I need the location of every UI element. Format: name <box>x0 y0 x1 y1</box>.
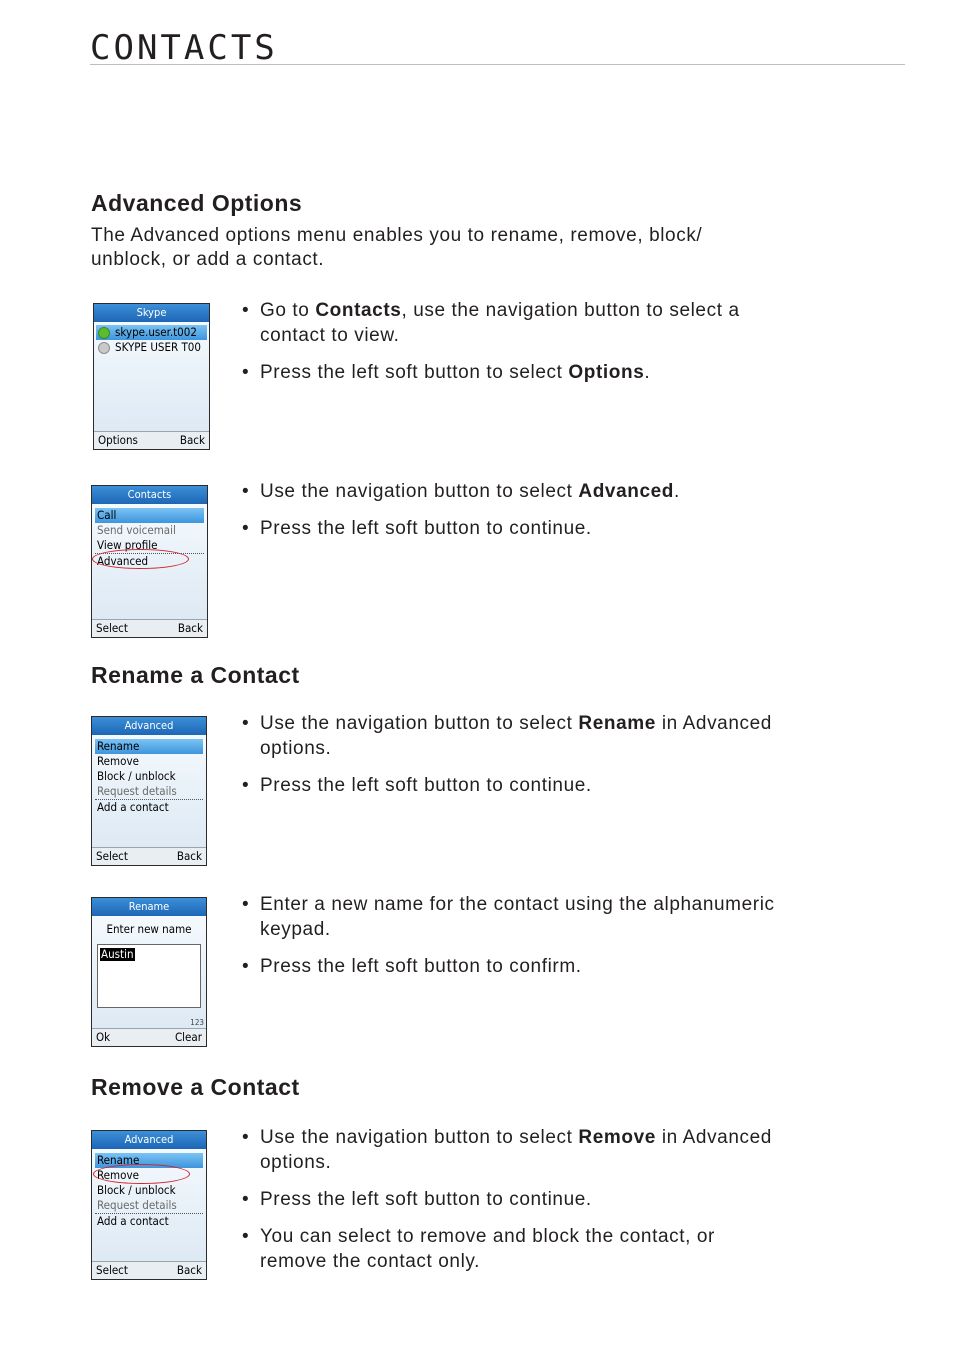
list-item: • Press the left soft button to select Options. <box>242 360 782 385</box>
rename-prompt: Enter new name <box>106 922 192 936</box>
screen-title: Advanced <box>92 1131 206 1149</box>
softkey-bar <box>92 847 206 865</box>
screen-title: Advanced <box>92 717 206 735</box>
left-softkey-label: Ok <box>96 1030 111 1044</box>
rename-steps-2 <box>242 892 782 991</box>
remove-steps-1 <box>242 1125 782 1286</box>
softkey-bar <box>94 431 209 449</box>
list-item: • Use the navigation button to select Remove in Advanced options. <box>242 1125 782 1175</box>
screenshot-advanced-menu-remove <box>91 1130 207 1280</box>
right-softkey-label: Back <box>177 621 203 635</box>
left-softkey-label: Select <box>96 1263 128 1277</box>
screen-title: Skype <box>94 304 209 322</box>
screenshot-advanced-menu <box>91 716 207 866</box>
emphasis-options: Options <box>568 362 645 383</box>
menu-item-add-contact: Add a contact <box>97 1214 169 1228</box>
emphasis-advanced: Advanced <box>578 481 675 502</box>
emphasis-rename: Rename <box>578 713 656 734</box>
menu-item-view-profile: View profile <box>95 538 204 554</box>
left-softkey-label: Options <box>98 433 138 447</box>
right-softkey-label: Back <box>176 1263 202 1277</box>
softkey-bar <box>92 619 207 637</box>
softkey-bar <box>92 1261 206 1279</box>
menu-item-block-unblock: Block / unblock <box>97 769 176 783</box>
title-divider <box>90 64 905 65</box>
list-item: • Enter a new name for the contact using the alphanumeric keypad. <box>242 892 782 942</box>
list-item: • Use the navigation button to select Rename in Advanced options. <box>242 711 782 761</box>
menu-list <box>95 739 203 815</box>
screen-title: Rename <box>92 898 206 916</box>
list-item: • You can select to remove and block the contact, or remove the contact only. <box>242 1224 782 1274</box>
rename-input-box <box>97 944 201 1008</box>
advanced-steps-1 <box>242 298 782 397</box>
screen-body <box>92 1149 206 1262</box>
menu-item-remove: Remove <box>97 754 139 768</box>
section-heading-advanced-options: Advanced Options <box>91 190 303 216</box>
intro-line-2: unblock, or add a contact. <box>91 249 325 270</box>
emphasis-contacts: Contacts <box>315 300 402 321</box>
menu-item-call: Call <box>95 508 204 523</box>
input-mode-indicator: 123 <box>190 1018 204 1027</box>
screen-body <box>92 504 207 620</box>
right-softkey-label: Back <box>179 433 205 447</box>
rename-input-value: Austin <box>101 947 134 961</box>
menu-item-advanced: Advanced <box>97 554 149 568</box>
left-softkey-label: Select <box>96 621 128 635</box>
menu-item-block-unblock: Block / unblock <box>97 1183 176 1197</box>
screenshot-skype-contact-list <box>93 303 210 450</box>
page-title: CONTACTS <box>90 28 278 68</box>
list-item: • Press the left soft button to continue. <box>242 773 782 798</box>
left-softkey-label: Select <box>96 849 128 863</box>
section-heading-rename-contact: Rename a Contact <box>91 662 300 688</box>
advanced-options-intro <box>91 224 811 272</box>
contact-row-offline <box>96 340 207 355</box>
screen-title: Contacts <box>92 486 207 504</box>
online-status-icon <box>98 327 110 339</box>
right-softkey-label: Clear <box>174 1030 202 1044</box>
menu-item-send-voicemail: Send voicemail <box>97 523 176 537</box>
contact-name: skype.user.t002 <box>115 325 197 339</box>
highlight-ring-remove <box>93 1164 190 1184</box>
right-softkey-label: Back <box>176 849 202 863</box>
list-item: • Press the left soft button to continue. <box>242 1187 782 1212</box>
intro-line-1: The Advanced options menu enables you to rename, remove, block/ <box>91 225 703 246</box>
contact-name: SKYPE USER T00 <box>115 340 201 354</box>
screen-body <box>92 735 206 848</box>
menu-item-rename: Rename <box>95 1153 203 1168</box>
section-heading-remove-contact: Remove a Contact <box>91 1074 300 1100</box>
screen-body <box>92 916 206 1029</box>
advanced-steps-2 <box>242 479 782 553</box>
screen-body <box>94 322 209 432</box>
emphasis-remove: Remove <box>578 1127 656 1148</box>
softkey-bar <box>92 1028 206 1046</box>
highlight-ring-advanced <box>92 549 189 569</box>
list-item: • Go to Contacts, use the navigation button to select a contact to view. <box>242 298 782 348</box>
screenshot-contacts-menu <box>91 485 208 638</box>
menu-item-remove: Remove <box>97 1168 139 1182</box>
offline-status-icon <box>98 342 110 354</box>
menu-item-add-contact: Add a contact <box>97 800 169 814</box>
menu-item-rename: Rename <box>95 739 203 754</box>
list-item: • Press the left soft button to continue. <box>242 516 782 541</box>
menu-item-request-details: Request details <box>95 784 203 800</box>
menu-item-request-details: Request details <box>95 1198 203 1214</box>
rename-steps-1 <box>242 711 782 810</box>
list-item: • Press the left soft button to confirm. <box>242 954 782 979</box>
contact-row-online <box>96 325 207 340</box>
screenshot-rename-screen <box>91 897 207 1047</box>
list-item: • Use the navigation button to select Advanced. <box>242 479 782 504</box>
